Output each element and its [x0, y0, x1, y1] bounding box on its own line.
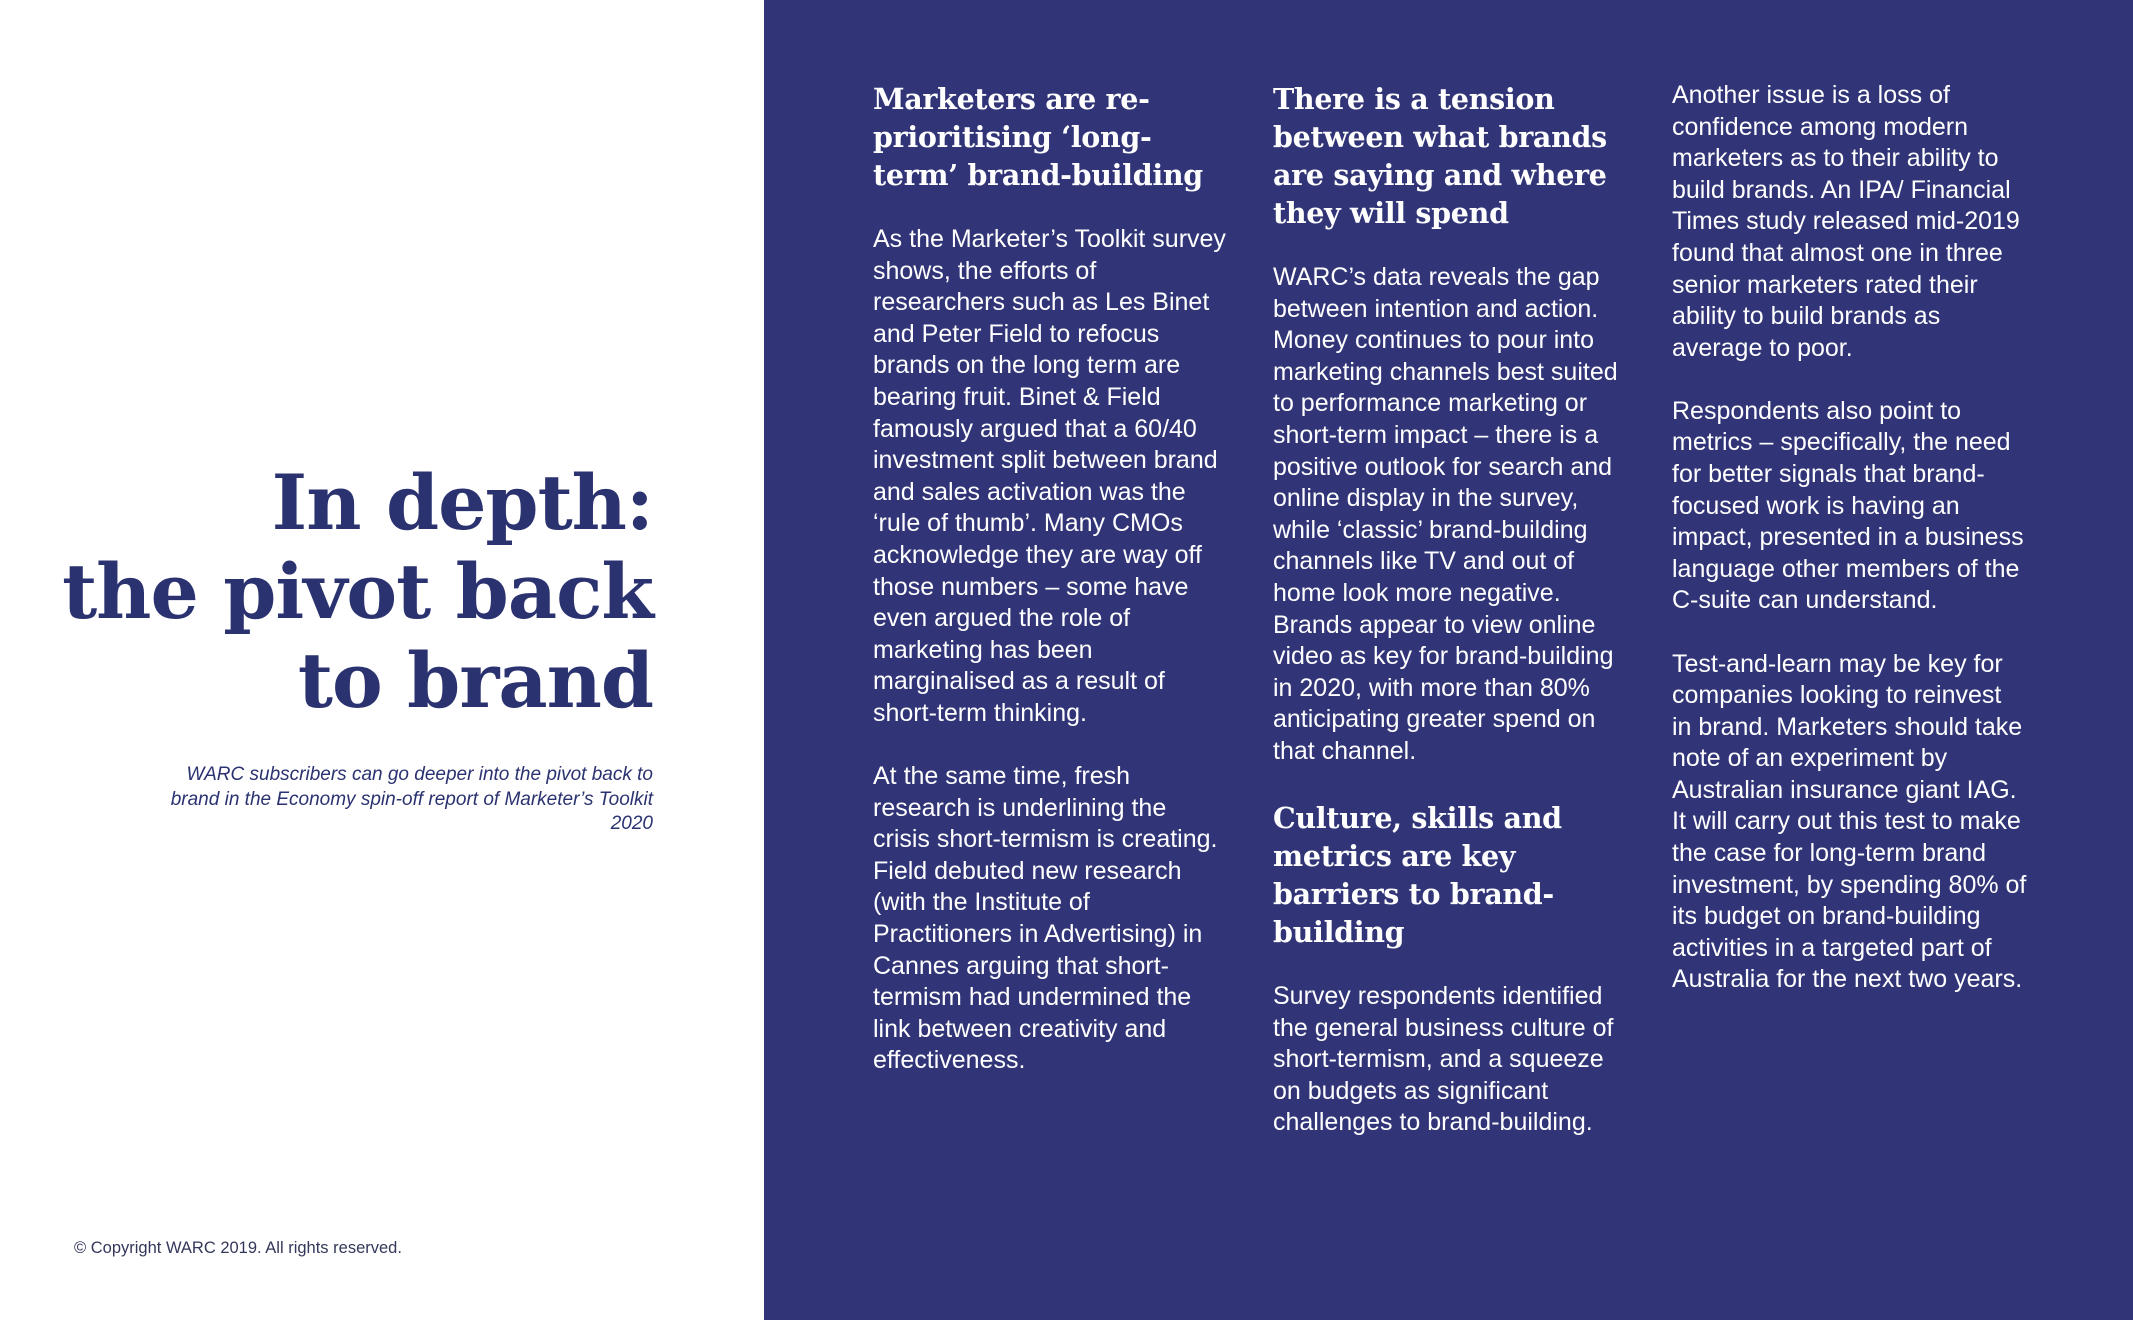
page-title: [53, 458, 653, 725]
left-panel: [0, 0, 764, 1320]
paragraph-metrics: Respondents also point to metrics – specifically, the need for better signals that brand-focused work is having an impact, presented in a business language other members of the C-suite can understand.: [1672, 396, 2024, 615]
subscriber-caption: WARC subscribers can go deeper into the pivot back to brand in the Economy spin-off report of Marketer’s Toolkit 2020: [170, 764, 653, 834]
paragraph-survey-respondents: Survey respondents identified the general business culture of short-termism, and a squeeze on budgets as significant challenges to brand-building.: [1273, 982, 1614, 1137]
paragraph-loss-of-confidence: Another issue is a loss of confidence among modern marketers as to their ability to build brands. An IPA/ Financial Times study released mid-2019 found that almost one in three senior marketers rated their ability to build brands as average to poor.: [1672, 81, 2020, 362]
section-heading-barriers: Culture, skills and metrics are key barriers to brand-building: [1273, 801, 1562, 949]
paragraph-fresh-research: At the same time, fresh research is underlining the crisis short-termism is creating. Field debuted new research (with the Institute of Practitioners in Advertising) in Cannes arguing that short-termism had undermined the link between creativity and effectiveness.: [873, 762, 1218, 1075]
article-column-2: [1273, 80, 1628, 1170]
paragraph-warc-data: WARC’s data reveals the gap between intention and action. Money continues to pour into marketing channels best suited to performance marketing or short-term impact – there is a positive outlook for search and online display in the survey, while ‘classic’ brand-building channels like TV and out of home look more negative. Brands appear to view online video as key for brand-building in 2020, with more than 80% anticipating greater spend on that channel.: [1273, 263, 1618, 765]
page-title-line-1: In depth:: [271, 458, 653, 547]
copyright-notice: © Copyright WARC 2019. All rights reserved.: [74, 1239, 402, 1257]
section-heading-tension: There is a tension between what brands are saying and where they will spend: [1273, 82, 1607, 230]
article-column-3: [1672, 80, 2027, 1028]
article-column-1: [873, 80, 1228, 1108]
page-title-line-3: to brand: [297, 636, 653, 725]
section-heading-long-term: Marketers are re-prioritising ‘long-term’ brand-building: [873, 82, 1203, 192]
paragraph-toolkit-survey: As the Marketer’s Toolkit survey shows, the efforts of researchers such as Les Binet and Peter Field to refocus brands on the long term are bearing fruit. Binet & Field famously argued that a 60/40 investment split between brand and sales activation was the ‘rule of thumb’. Many CMOs acknowledge they are way off those numbers – some have even argued the role of marketing has been marginalised as a result of short-term thinking.: [873, 225, 1226, 727]
page-title-line-2: the pivot back: [62, 547, 653, 636]
paragraph-test-and-learn: Test-and-learn may be key for companies looking to reinvest in brand. Marketers should take note of an experiment by Australian insurance giant IAG. It will carry out this test to make the case for long-term brand investment, by spending 80% of its budget on brand-building activities in a targeted part of Australia for the next two years.: [1672, 649, 2027, 994]
